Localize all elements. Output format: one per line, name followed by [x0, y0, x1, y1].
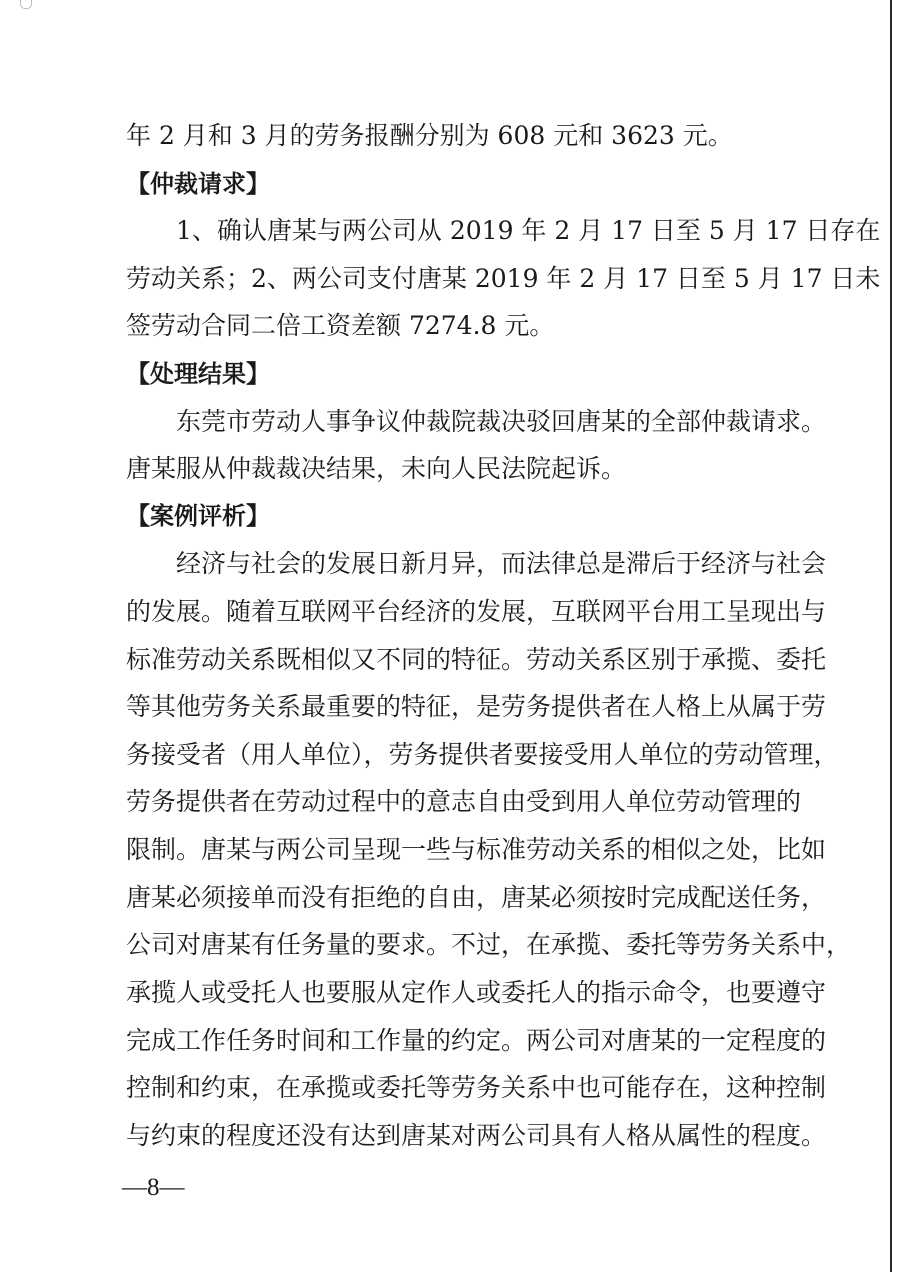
section-heading-analysis: 【案例评析】 — [126, 502, 270, 530]
text-line: 年 2 月和 3 月的劳务报酬分别为 608 元和 3623 元。 — [126, 121, 733, 150]
text-line: 唐某服从仲裁裁决结果，未向人民法院起诉。 — [126, 454, 627, 483]
text-line: 唐某必须接单而没有拒绝的自由，唐某必须按时完成配送任务， — [126, 883, 827, 912]
text-line: 完成工作任务时间和工作量的约定。两公司对唐某的一定程度的 — [126, 1026, 827, 1055]
text-line: 公司对唐某有任务量的要求。不过，在承揽、委托等劳务关系中， — [126, 930, 852, 959]
text-line: 限制。唐某与两公司呈现一些与标准劳动关系的相似之处，比如 — [126, 835, 827, 864]
text-line: 劳务提供者在劳动过程中的意志自由受到用人单位劳动管理的 — [126, 787, 802, 816]
scan-mark — [20, 0, 32, 9]
text-line: 经济与社会的发展日新月异，而法律总是滞后于经济与社会 — [176, 549, 827, 578]
text-line: 签劳动合同二倍工资差额 7274.8 元。 — [126, 311, 555, 340]
text-line: 等其他劳务关系最重要的特征，是劳务提供者在人格上从属于劳 — [126, 692, 827, 721]
section-heading-result: 【处理结果】 — [126, 360, 270, 388]
text-line: 劳动关系；2、两公司支付唐某 2019 年 2 月 17 日至 5 月 17 日未 — [126, 264, 881, 293]
section-heading-arbitration-request: 【仲裁请求】 — [126, 170, 270, 198]
text-line: 东莞市劳动人事争议仲裁院裁决驳回唐某的全部仲裁请求。 — [176, 407, 827, 436]
text-line: 与约束的程度还没有达到唐某对两公司具有人格从属性的程度。 — [126, 1121, 827, 1150]
text-line: 控制和约束，在承揽或委托等劳务关系中也可能存在，这种控制 — [126, 1073, 827, 1102]
text-line: 标准劳动关系既相似又不同的特征。劳动关系区别于承揽、委托 — [126, 645, 827, 674]
page-number: —8— — [122, 1174, 185, 1201]
text-line: 的发展。随着互联网平台经济的发展，互联网平台用工呈现出与 — [126, 597, 827, 626]
scan-edge — [890, 0, 892, 1272]
text-line: 1、确认唐某与两公司从 2019 年 2 月 17 日至 5 月 17 日存在 — [176, 216, 881, 245]
text-line: 承揽人或受托人也要服从定作人或委托人的指示命令，也要遵守 — [126, 978, 827, 1007]
text-line: 务接受者（用人单位），劳务提供者要接受用人单位的劳动管理， — [126, 740, 839, 769]
